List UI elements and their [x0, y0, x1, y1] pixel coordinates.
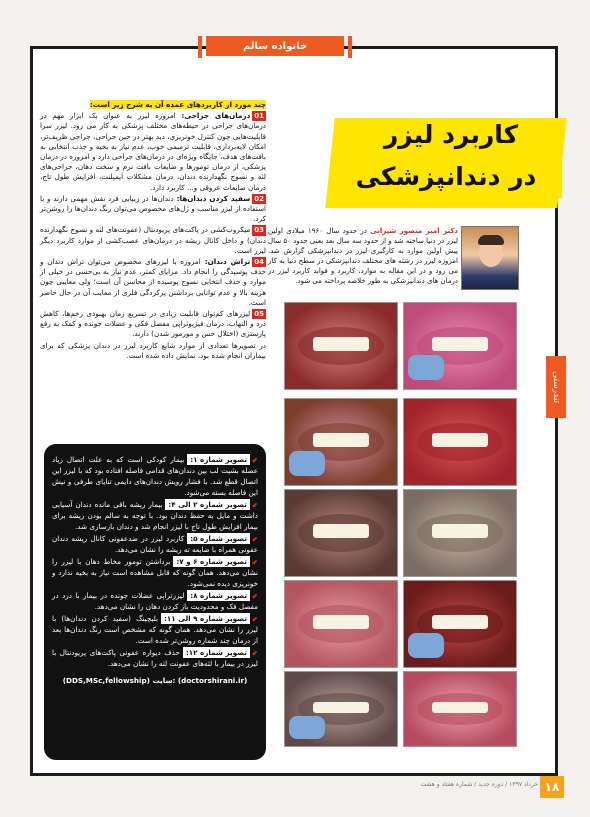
clinical-photo-4 — [284, 398, 398, 486]
caption-item — [52, 499, 258, 532]
clinical-photo-3 — [403, 398, 517, 486]
caption-text: حذف دیواره عفونی پاکت‌های پریودنتال با لیزر در بیمار با لثه‌های عفونت لثه را نشان می‌دهد. — [52, 648, 258, 668]
body-items — [40, 111, 266, 339]
item-title: سفید کردن دندان‌ها: — [173, 193, 251, 203]
caption-label: تصویر شماره ۶ و ۷: — [173, 556, 250, 567]
author-hair — [478, 235, 504, 245]
teeth-shape — [313, 524, 369, 538]
author-intro-text: در حدود سال ۱۹۶۰ میلادی اولین لیزر در دنیا ساخته شد و از حدود سه سال بعد یعنی حدود ۵۰ سال پیش اولین موارد به کارگیری لیزر در دندانپزشکی گزارش شد. امروزه لیزر در رشته های مختلف دندانپزشکی در سطح دنیا به کار می رود و در این مقاله به موارد، کاربرد و فواید کاربرد لیزر در درمان های دندانپزشکی به طور خلاصه پرداخته می شود. — [268, 227, 458, 285]
arrow-icon: ⬋ — [251, 557, 258, 566]
caption-item — [52, 556, 258, 589]
arrow-icon: ⬋ — [251, 455, 258, 464]
caption-text: بیمار کودکی است که به علت اتصال زیاد عضله بشیت لب بین دندان‌های قدامی فاصله افتاده بود که با لیزر این اتصال قطع شد. با فشار رویش دندان‌های دایمی تنایای طرفی و نیش این فاصله بسته می‌شود. — [52, 455, 258, 497]
item-text: میکروب‌کشی در پاکت‌های پریودنتال (عفونت‌های لثه و نسوج نگهدارنده دندان) و داخل کانال ریشه در درمان‌های عصب‌کشی از موارد کاربرد دیگر لیزر است. — [40, 225, 266, 255]
teeth-shape — [313, 337, 369, 351]
body-item — [40, 194, 266, 225]
teeth-shape — [432, 702, 488, 714]
item-title: درمان‌های جراحی: — [175, 111, 251, 121]
caption-text: بلیچینگ (سفید کردن دندان‌ها) با لیزر را نشان می‌دهد. همان گونه که مشخص است رنگ دندان‌ها بعد از درمان چند شماره روشن‌تر شده است. — [52, 614, 258, 645]
arrow-icon: ⬋ — [251, 534, 258, 543]
author-signature: (DDS,MSc,fellowship) سایت: (doctorshirani.ir) — [62, 676, 248, 685]
teeth-shape — [432, 524, 488, 538]
clinical-photo-1 — [403, 302, 517, 390]
clinical-photo-6 — [284, 489, 398, 577]
caption-label: تصویر شماره ۱: — [187, 454, 250, 465]
caption-text: بیمار ریشه باقی مانده دندان آسیابی داشت و مایل به حفظ دندان بود. با توجه به سالم بودن ریشه برای بیمار افزایش طول تاج با لیزر انجام شد و دندان بازسازی شد. — [52, 500, 258, 531]
caption-label: تصویر شماره ۱۲: — [183, 647, 250, 658]
teeth-shape — [313, 433, 369, 447]
article-title-line2: در دندانپزشکی — [355, 162, 537, 191]
page-number: ۱۸ — [540, 776, 564, 798]
caption-item — [52, 454, 258, 498]
body-closing: در تصویرها تعدادی از موارد شایع کاربرد لیزر در دندان پزشکی که برای بیماران انجام شده بود، نمایش داده شده است. — [40, 340, 266, 360]
arrow-icon: ⬋ — [251, 500, 258, 509]
teeth-shape — [313, 702, 369, 714]
item-text: امروزه لیزر به عنوان یک ابزار مهم در درمان‌های جراحی در حیطه‌های مختلف پزشکی به کار می رود. لیزر سرا قابلیت‌هایی چون کنترل خونریزی، دید بهتر در حین جراحی، جراحی ظریف‌تر، امکان لایه‌برداری، قابلیت ترمیمی خوب، عدم نیاز به بخیه و جذب انتخابی به بافت‌های هدف، جایگاه ویژه‌ای در درمان‌های جراحی دارد و امروزه در درمان پزشکی، از درمان تومورها و ضایعات بافت نرم و سخت دهان، جراحی‌های لثه و نسوج نگهدارنده دندان، درمان مشکلات ایمپلنت، افزایش طول تاج، درمان ضایعات عروقی و... کاربرد دارد. — [40, 111, 266, 192]
body-item — [40, 111, 266, 193]
glove-shape — [289, 451, 325, 477]
author-name: دکتر امیر منصور شیرانی — [370, 227, 458, 235]
caption-item — [52, 613, 258, 646]
teeth-shape — [432, 615, 488, 629]
caption-item — [52, 647, 258, 669]
clinical-photo-9 — [403, 671, 517, 747]
section-tab: خانواده سالم — [206, 36, 344, 58]
caption-item — [52, 590, 258, 612]
body-item — [40, 309, 266, 340]
arrow-icon: ⬋ — [251, 648, 258, 657]
caption-item — [52, 533, 258, 555]
item-number-badge: 01 — [254, 112, 265, 121]
article-title-line1: کاربرد لیزر — [383, 120, 519, 149]
glove-shape — [408, 355, 444, 381]
author-photo — [461, 226, 519, 290]
teeth-shape — [432, 337, 488, 351]
body-intro-heading: چند مورد از کاربردهای عمده آن به شرح زیر است: — [89, 100, 266, 109]
arrow-icon: ⬋ — [251, 591, 258, 600]
item-title: تراش دندان: — [200, 257, 251, 267]
caption-text: لیزرتراپی عضلات جونده در بیمار با درد در مفصل فک و محدودیت باز کردن دهان را نشان می‌دهد. — [52, 591, 258, 611]
caption-label: تصویر شماره ۵: — [187, 533, 250, 544]
article-body — [40, 100, 266, 362]
item-number-badge: 02 — [254, 194, 264, 203]
item-text: لیزرهای کم‌توان قابلیت زیادی در تسریع زمان بهبودی زخم‌ها، کاهش درد و التهاب، درمان فیزیوتراپی مفصل فکی و عضلات جونده و کمک به رفع پارستزی (اختلال حس و مورمور شدن) دارند. — [40, 309, 266, 339]
caption-box — [44, 444, 266, 760]
item-number-badge: 03 — [254, 226, 264, 235]
caption-items — [52, 454, 258, 669]
body-item — [40, 257, 266, 308]
caption-label: تصویر شماره ۲ الی ۴: — [165, 499, 250, 510]
caption-text: برداشتن تومور مخاط دهان با لیزر را نشان می‌دهد. همان گونه که قابل مشاهده است نیاز به بخیه ندارد و خونریزی دیده نمی‌شود. — [52, 557, 258, 588]
clinical-photo-5 — [403, 489, 517, 577]
body-item — [40, 225, 266, 256]
author-intro — [268, 226, 458, 286]
issue-info: خرداد ۱۳۹۷ / دوره جدید / شماره هفتاد و هشت — [420, 781, 538, 788]
item-number-badge: 04 — [254, 258, 264, 267]
item-number-badge: 05 — [254, 310, 264, 319]
item-text: امروزه با لیزرهای مخصوص می‌توان تراش دندان و حذف پوسیدگی را انجام داد. مزایای کمتر، عدم نیاز به بی‌حسی در خیلی از موارد و حذف انتخابی نسوج پوسیده از محاسن آن است؛ ولی معایبی چون هزینه بالا و عدم توانایی برداشتن پرکردگی فلزی از معایب آن در حال حاضر است. — [40, 257, 266, 307]
clinical-photo-2 — [284, 302, 398, 390]
clinical-photo-8 — [284, 580, 398, 668]
teeth-shape — [313, 615, 369, 629]
caption-label: تصویر شماره ۹ الی ۱۱: — [161, 613, 250, 624]
arrow-icon: ⬋ — [251, 614, 258, 623]
glove-shape — [408, 633, 444, 659]
item-text: دندان‌ها در زیبایی فرد نقش مهمی دارند و با استفاده از لیزر مناسب و ژل‌های مخصوص می‌توان رنگ دندان‌ها را روشن‌تر کرد. — [40, 193, 266, 224]
caption-text: کاربرد لیزر در ضدعفونی کانال ریشه دندان عفونی همراه با ضایعه ته ریشه را نشان می‌دهد. — [52, 534, 258, 554]
teeth-shape — [432, 433, 488, 447]
sidebar-tab: تندرستی — [546, 356, 566, 418]
clinical-photo-7 — [403, 580, 517, 668]
clinical-photo-10 — [284, 671, 398, 747]
caption-label: تصویر شماره ۸: — [187, 590, 250, 601]
glove-shape — [289, 716, 325, 738]
